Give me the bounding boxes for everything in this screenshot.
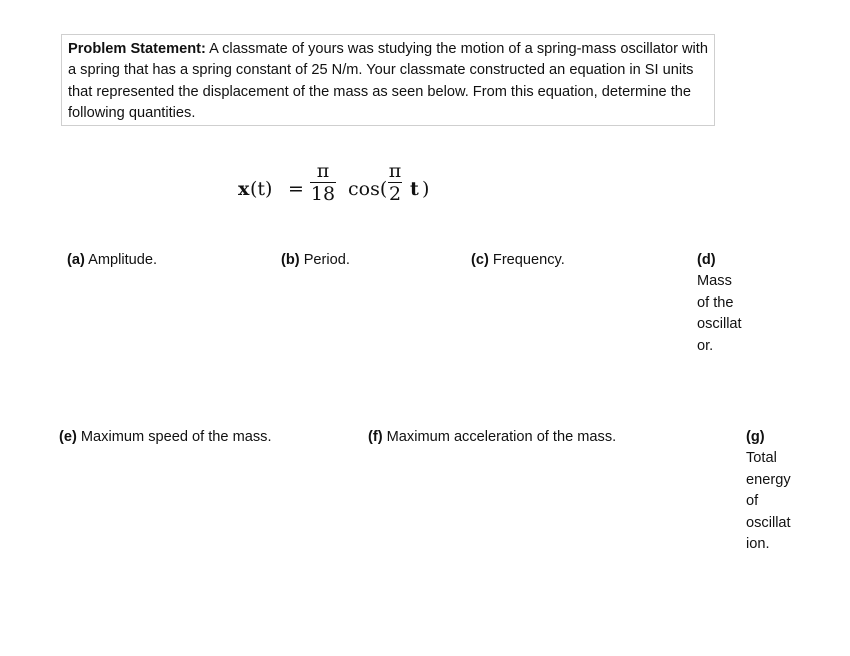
fraction-denominator: 18 [310, 183, 336, 205]
question-g-line: Total [746, 450, 777, 467]
equation-equals: = [288, 178, 304, 200]
question-d [697, 250, 742, 357]
equation-close-paren: ) [422, 178, 430, 200]
problem-statement [61, 34, 715, 126]
equation-fraction-omega [388, 160, 402, 205]
question-d-label: (d) [697, 252, 716, 268]
question-g-label: (g) [746, 429, 765, 445]
equation-lhs-x: x [238, 178, 250, 200]
fraction-numerator: π [388, 160, 402, 182]
fraction-numerator: π [316, 160, 330, 182]
equation-variable-t: t [410, 178, 419, 200]
equation-fraction-amplitude [310, 160, 336, 205]
question-d-line: Mass [697, 273, 732, 290]
equation-cos: cos( [348, 178, 388, 200]
question-d-line: or. [697, 337, 714, 354]
question-c-text: Frequency. [488, 252, 565, 268]
problem-statement-label: Problem Statement: [68, 41, 206, 57]
question-g-line: ion. [746, 536, 770, 553]
question-a-text: Amplitude. [84, 252, 158, 268]
question-f-label: (f) [368, 429, 383, 445]
problem-statement-text: A classmate of yours was studying the motion of a spring-mass oscillator with a spring that has a spring constant of 25 N/m. Your classmate constructed an equation in SI units that represented the displacement of the mass as seen below. From this equation, determine the following quantities. [68, 41, 708, 122]
question-g-line: of [746, 493, 759, 510]
question-e [59, 427, 272, 448]
question-d-line: of the [697, 294, 734, 311]
question-a [67, 250, 157, 271]
question-c [471, 250, 565, 271]
question-g-line: oscillat [746, 514, 791, 531]
question-e-text: Maximum speed of the mass. [76, 429, 272, 445]
question-g [746, 427, 791, 555]
question-f-text: Maximum acceleration of the mass. [382, 429, 617, 445]
question-g-line: energy [746, 471, 791, 488]
question-a-label: (a) [67, 252, 85, 268]
equation-lhs-arg: (t) [250, 178, 273, 200]
question-b-text: Period. [299, 252, 350, 268]
question-c-label: (c) [471, 252, 489, 268]
question-d-line: oscillat [697, 316, 742, 333]
question-e-label: (e) [59, 429, 77, 445]
question-f [368, 427, 616, 448]
question-b [281, 250, 350, 271]
question-b-label: (b) [281, 252, 300, 268]
fraction-denominator: 2 [388, 183, 402, 205]
